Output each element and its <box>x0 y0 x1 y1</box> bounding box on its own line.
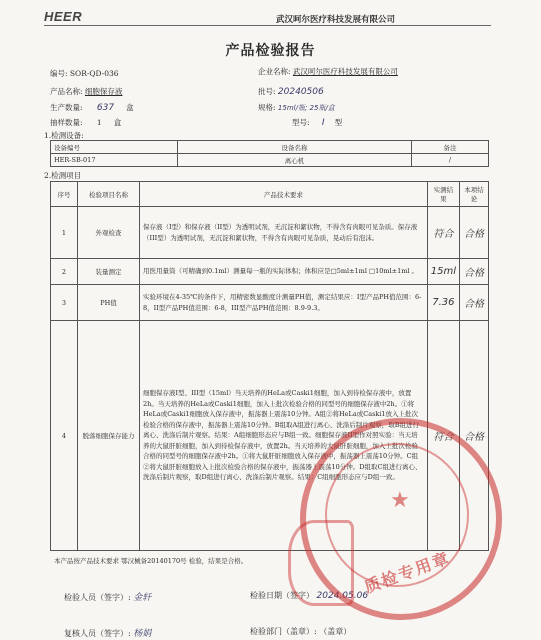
seal-text: 质检专用章 <box>361 548 453 597</box>
company-logo: HEER <box>44 9 83 24</box>
equipment-table <box>50 140 489 167</box>
row-requirement: 细胞保存液I型、III型（15ml）当天培养的HeLa或Caski1细胞，加入到待检保存液中，放置2h。当天培养的HeLa或Caski1细胞，加入上批次检验合格的同型号的细胞保存液中2h。①将HeLa或Caski1细胞放入保存液中，振荡器上震荡10分钟。A组②将HeLa或Caski1放入上批次检验合格的保存液中，振荡器上震荡10分钟。B组取A组进行离心、洗涤后制片观察，取B组进行离心、洗涤后制片观察。结果：A组细胞形态应与B组一致。细胞保存液II型作对照实验：当天培养的大鼠肝脏细胞，加入到待检保存液中，放置2h。当天培养的大鼠肝脏细胞，加入上批次检验合格的同型号的细胞保存液中2h。①将大鼠肝脏细胞放入保存液中，振荡器上震荡10分钟。C组②将大鼠肝脏细胞放入上批次检验合格的保存液中，振荡器上震荡10分钟。D组取C组进行离心、洗涤后制片观察，取D组进行离心、洗涤后制片观察。结果：C组细胞形态应与D组一致。 <box>140 321 428 551</box>
product-field: 产品名称: 细胞保存液 <box>50 87 123 96</box>
table-cell: 离心机 <box>178 154 412 167</box>
inspector-field: 检验人员（签字）: 金轩 <box>64 593 152 603</box>
header-divider <box>44 25 491 26</box>
reviewer-field: 复核人员（签字）: 杨娟 <box>64 629 152 639</box>
conclusion-note: 本产品按产品技术要求 鄂汉械备20140170号 检验，结果是合格。 <box>54 557 248 565</box>
row-name: PH值 <box>78 285 140 321</box>
table-cell: / <box>412 154 489 167</box>
table-header: 设备名称 <box>178 141 412 154</box>
row-no: 4 <box>51 321 78 551</box>
batch-field: 批号: 20240506 <box>258 87 324 97</box>
table-row <box>51 207 489 259</box>
section1-title: 1.检测设备: <box>44 131 84 140</box>
model-field: 型号: I 型 <box>292 118 343 128</box>
table-header: 备注 <box>412 141 489 154</box>
output-field: 生产数量: 637 盒 <box>50 103 134 113</box>
row-conclusion: 合格 <box>460 285 489 321</box>
table-cell: HER-SB-017 <box>51 154 178 167</box>
row-name: 装量测定 <box>78 259 140 285</box>
row-conclusion: 合格 <box>460 321 489 551</box>
section2-title: 2.检测项目 <box>44 171 82 180</box>
row-conclusion: 合格 <box>460 259 489 285</box>
inspection-date-field: 检验日期（签字） 2024.05.06 <box>250 591 369 601</box>
header-company-name: 武汉呵尔医疗科技发展有限公司 <box>276 15 396 25</box>
table-header-row <box>51 141 489 154</box>
table-row <box>51 285 489 321</box>
table-header: 本项结论 <box>460 182 489 207</box>
row-no: 2 <box>51 259 78 285</box>
table-header: 检验项目名称 <box>78 182 140 207</box>
row-result: 7.36 <box>427 285 459 321</box>
secondary-seal-stamp <box>288 520 354 606</box>
table-header: 产品技术要求 <box>140 182 428 207</box>
row-name: 脱落细胞保存能力 <box>78 321 140 551</box>
table-row <box>51 259 489 285</box>
doc-no: 编号: SOR-QD-036 <box>50 69 119 78</box>
row-result: 符合 <box>427 321 459 551</box>
sample-field: 抽样数量: 1 盒 <box>50 118 122 127</box>
table-row <box>51 154 489 167</box>
row-no: 1 <box>51 207 78 259</box>
row-name: 外观检查 <box>78 207 140 259</box>
row-conclusion: 合格 <box>460 207 489 259</box>
dept-field: 检验部门（盖章）: （盖章） <box>250 627 352 636</box>
company-field: 企业名称: 武汉呵尔医疗科技发展有限公司 <box>258 67 398 76</box>
spec-field: 规格: 15ml/瓶; 25瓶/盒 <box>258 103 335 112</box>
table-header-row <box>51 182 489 207</box>
seal-star-icon: ★ <box>390 488 410 513</box>
row-result: 15ml <box>427 259 459 285</box>
row-no: 3 <box>51 285 78 321</box>
row-requirement: 用医用量筒（可精确到0.1ml）测量每一瓶的实际体积；体积应是□5ml±1ml □10ml±1ml 。 <box>140 259 428 285</box>
page-title: 产品检验报告 <box>225 43 316 59</box>
row-result: 符合 <box>427 207 459 259</box>
row-requirement: 保存液（I型）和保存液（II型）为透明试剂，无沉淀和絮状物，不得含有肉眼可见杂质。保存液（III型）为透明试剂，无沉淀和絮状物，不得含有肉眼可见杂质，晃动后有泡沫。 <box>140 207 428 259</box>
table-header: 实测结果 <box>427 182 459 207</box>
table-header: 设备编号 <box>51 141 178 154</box>
row-requirement: 实验环境在4-35℃的条件下，用精密数显酸度计测量PH值，测定结果应：I型产品PH值范围：6-8，II型产品PH值范围：6-8，III型产品PH值范围：8.9-9.3。 <box>140 285 428 321</box>
table-header: 序号 <box>51 182 78 207</box>
